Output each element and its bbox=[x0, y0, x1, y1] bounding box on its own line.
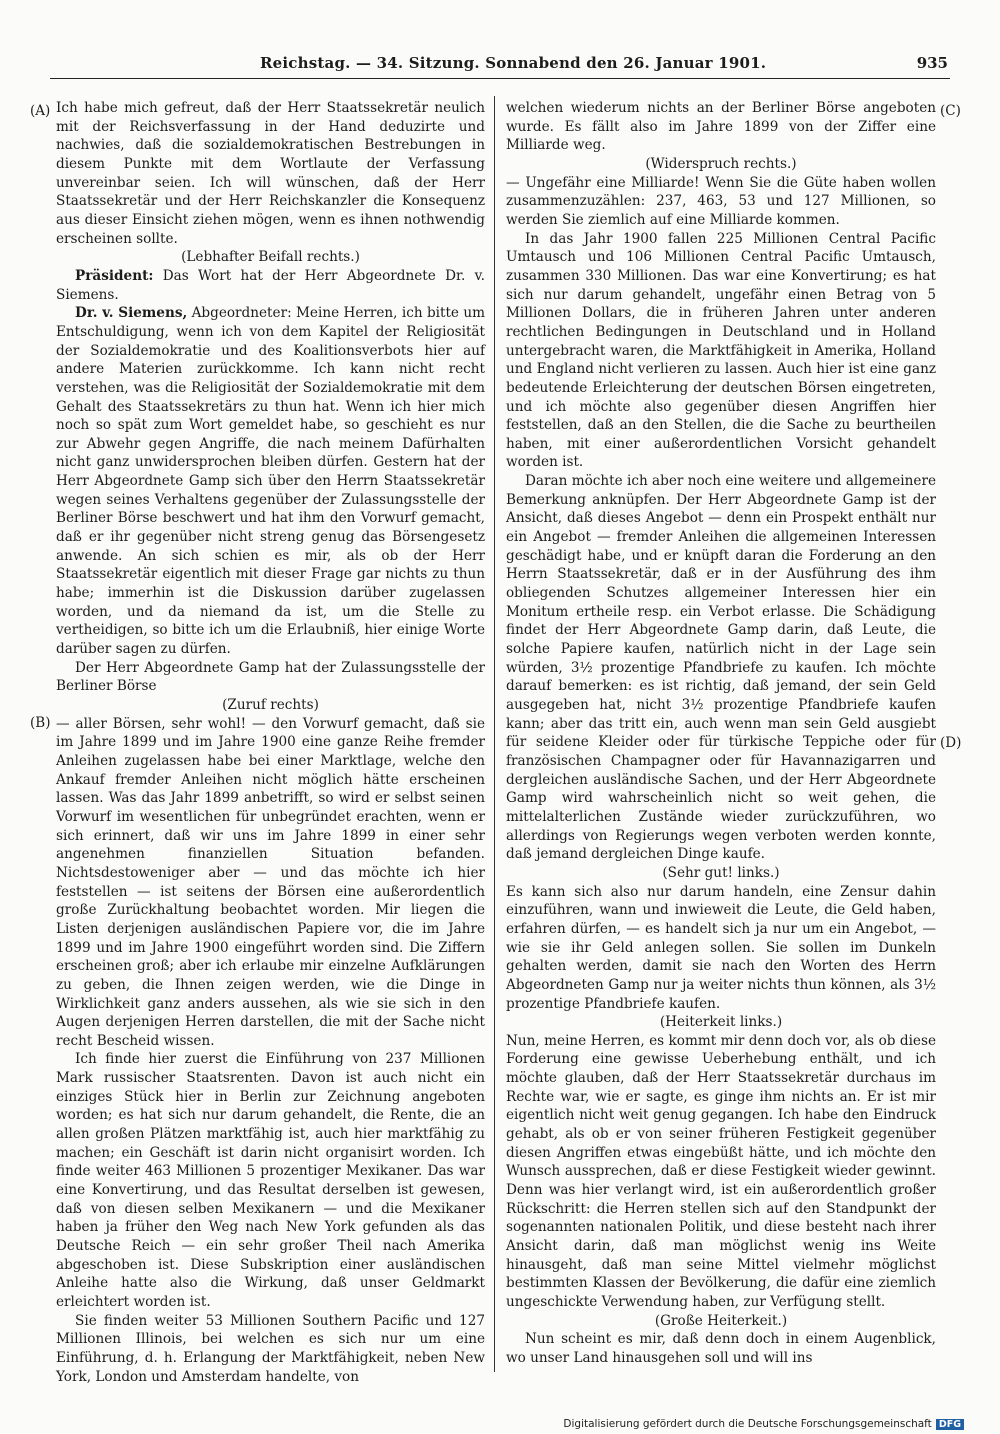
paragraph bbox=[56, 304, 485, 658]
interjection: (Heiterkeit links.) bbox=[659, 1014, 783, 1031]
paragraph: — Ungefähr eine Milliarde! Wenn Sie die Güte haben wollen zusammenzuzählen: 237, 463, 53 und 127 Millionen, so werden Sie ziemlich auf eine Milliarde kommen. bbox=[506, 174, 936, 228]
paragraph: — aller Börsen, sehr wohl! — den Vorwurf gemacht, daß sie im Jahre 1899 und im Jahre 1900 eine ganze Reihe fremder Anleihen zugelassen habe bei einer Marktlage, welche den Ankauf fremder Anleihen nicht möglich hätte erscheinen lassen. Was das Jahr 1899 anbetrifft, so wird er selbst seinen Vorwurf im wesentlichen für unbegründet erachten, wenn er sich erinnert, daß wir uns im Jahre 1899 in einer sehr angenehmen finanziellen Situation befanden. Nichtsdestoweniger aber — und das möchte ich hier feststellen — ist seitens der Börsen eine außerordentlich große Zurückhaltung beobachtet worden. Mir liegen die Listen derjenigen ausländischen Papiere vor, die im Jahre 1899 und im Jahre 1900 eingeführt worden sind. Die Ziffern erscheinen groß; aber ich erlaube mir einzelne Aufklärungen zu geben, die Ihnen zeigen werden, wie die Dinge in Wirklichkeit ganz anders aussehen, als wie sie sich in den Augen derjenigen Herren darstellen, die mit der Sache nicht recht Bescheid wissen. bbox=[56, 715, 485, 1049]
margin-marker-d: (D) bbox=[940, 735, 962, 751]
paragraph: Nun, meine Herren, es kommt mir denn doch vor, als ob diese Forderung eine gewisse Ueberhebung enthält, und ich möchte glauben, daß der Herr Staatssekretär durchaus im Rechte war, wie er sagte, es ginge ihm nichts an. Er ist mir eigentlich nicht weit genug gegangen. Ich habe den Eindruck gehabt, als ob er von seiner früheren Festigkeit gegenüber diesen Angriffen etwas eingebüßt hätte, und ich möchte den Wunsch aussprechen, daß er diese Festigkeit wieder gewinnt. Denn was hier verlangt wird, ist ein außerordentlich großer Rückschritt: die Herren stellen sich auf den Standpunkt der sogenannten nationalen Politik, und diese besteht nach ihrer Ansicht darin, daß man möglichst wenig ins Weite hinausgeht, daß man seine Mittel vielmehr möglichst bestimmten Klassen der Bevölkerung, die dafür eine ziemlich ungeschickte Verwendung haben, zur Verfügung stellt. bbox=[506, 1032, 936, 1310]
paragraph bbox=[56, 267, 485, 304]
paragraph: In das Jahr 1900 fallen 225 Millionen Central Pacific Umtausch und 106 Millionen Central Pacific Umtausch, zusammen 330 Millionen. Das war eine Konvertirung; es hat sich nur darum gehandelt, ungefähr einen Betrag von 5 Millionen Dollars, die in früheren Jahren unter anderen rechtlichen Bedingungen in Deutschland und in Holland untergebracht waren, die Marktfähigkeit in Amerika, Holland und England nicht verlieren zu lassen. Auch hier ist eine ganz bedeutende Erleichterung der deutschen Börsen eingetreten, und ich möchte also gegenüber diesen Angriffen hier feststellen, daß an den Stellen, die die Sache zu beurtheilen haben, mit einer außerordentlichen Vorsicht gehandelt worden ist. bbox=[506, 230, 936, 471]
speaker-name: Präsident: bbox=[75, 267, 154, 284]
right-column bbox=[506, 99, 936, 1368]
margin-marker-c: (C) bbox=[940, 103, 961, 119]
paragraph: Sie finden weiter 53 Millionen Southern Pacific und 127 Millionen Illinois, bei welchen es sich nur um eine Einführung, d. h. Erlangung der Marktfähigkeit, neben New York, London und Amsterdam handelte, von bbox=[56, 1312, 485, 1385]
paragraph: Ich habe mich gefreut, daß der Herr Staatssekretär neulich mit der Reichsverfassung in der Hand deduzirte und nachwies, daß die sozialdemokratischen Bestrebungen in diesem Punkte mit dem Wortlaute der Verfassung unvereinbar seien. Ich will wünschen, daß der Herr Staatssekretär und der Herr Reichskanzler die Konsequenz aus dieser Einsicht ziehen mögen, wenn es ihnen nothwendig erscheinen sollte. bbox=[56, 100, 485, 247]
speech-text: Das Wort hat der Herr Abgeordnete Dr. v. Siemens. bbox=[56, 267, 486, 303]
interjection: (Widerspruch rechts.) bbox=[645, 155, 797, 172]
interjection: (Zuruf rechts) bbox=[222, 697, 319, 713]
paragraph: welchen wiederum nichts an der Berliner Börse angeboten wurde. Es fällt also im Jahre 1899 von der Ziffer eine Milliarde weg. bbox=[506, 100, 936, 154]
left-column bbox=[56, 99, 485, 1386]
interjection: (Lebhafter Beifall rechts.) bbox=[181, 249, 360, 266]
page-number: 935 bbox=[916, 54, 948, 72]
paragraph: Ich finde hier zuerst die Einführung von 237 Millionen Mark russischer Staatsrenten. Davon ist auch nicht ein einziges Stück hier in Berlin zur Zeichnung angeboten worden; es hat sich nur darum gehandelt, die Rente, die an allen großen Plätzen marktfähig ist, auch hier marktfähig zu machen; ein Geschäft ist darin nicht organisirt worden. Ich finde weiter 463 Millionen 5 prozentiger Mexikaner. Das war eine Konvertirung, und das Resultat derselben ist gewesen, daß von diesen selben Mexikanern — und die Mexikaner haben ja früher den Weg nach New York gefunden als das Deutsche Reich — ein sehr großer Theil nach Amerika abgeschoben ist. Diese Subskription einer ausländischen Anleihe hatte also die Wirkung, daß unser Geldmarkt erleichtert worden ist. bbox=[56, 1051, 485, 1310]
speaker-name: Dr. v. Siemens, bbox=[75, 305, 188, 322]
dfg-logo: DFG bbox=[936, 1419, 964, 1430]
page-header bbox=[50, 48, 950, 79]
paragraph: Nun scheint es mir, daß denn doch in einem Augenblick, wo unser Land hinausgehen soll und will ins bbox=[506, 1331, 936, 1366]
margin-marker-a: (A) bbox=[30, 103, 51, 119]
digitization-credit bbox=[563, 1418, 964, 1430]
paragraph: Der Herr Abgeordnete Gamp hat der Zulassungsstelle der Berliner Börse bbox=[56, 659, 485, 695]
speech-text: Abgeordneter: Meine Herren, ich bitte um Entschuldigung, wenn ich von dem Kapitel der Religiosität der Sozialdemokratie und des Koalitionsverbots hier auf andere Materien zurückkomme. Ich kann nicht recht verstehen, was die Religiosität der Sozialdemokratie mit dem Gehalt des Staatssekretärs zu thun hat. Wenn ich hier mich noch so spät zum Wort gemeldet habe, so geschieht es nur zur Abwehr gegen Angriffe, die nach meinem Dafürhalten nicht ganz unwidersprochen bleiben dürfen. Gestern hat der Herr Abgeordnete Gamp sich über den Herrn Staatssekretär wegen seines Verhaltens gegenüber der Zulassungsstelle der Berliner Börse beschwert und hat ihm den Vorwurf gemacht, daß er ihr gegenüber nicht streng genug das Börsengesetz anwende. An sich schien es mir, als ob der Herr Staatssekretär eigentlich mit dieser Frage gar nichts zu thun habe; immerhin ist die Diskussion darüber zugelassen worden, und da niemand da ist, um die Stelle zu vertheidigen, so bitte ich um die Erlaubniß, hier einige Worte darüber sagen zu dürfen. bbox=[56, 305, 485, 658]
credit-text: Digitalisierung gefördert durch die Deutsche Forschungsgemeinschaft bbox=[563, 1418, 932, 1430]
column-divider bbox=[494, 96, 495, 1372]
paragraph: Daran möchte ich aber noch eine weitere und allgemeinere Bemerkung anknüpfen. Der Herr Abgeordnete Gamp ist der Ansicht, daß dieses Angebot — denn ein Prospekt enthält nur ein Angebot — fremder Anleihen die allgemeinen Interessen geschädigt habe, und er knüpft daran die Forderung an den Herrn Staatssekretär, daß er in der Ausführung des ihm obliegenden Schutzes allgemeiner Interessen hier ein Monitum ertheile resp. ein Verbot erlasse. Die Schädigung findet der Herr Abgeordnete Gamp darin, daß Leute, die solche Papiere kaufen, natürlich nicht in der Lage sein würden, 3½ prozentige Pfandbriefe zu kaufen. Ich möchte darauf bemerken: es ist richtig, daß jemand, der sein Geld ausgegeben hat, nicht 3½ prozentige Pfandbriefe kaufen kann; aber das tritt ein, auch wenn man sein Geld ausgiebt für seidene Kleider oder für türkische Teppiche oder für französischen Champagner oder für Havannazigarren und dergleichen ausländische Sachen, und der Herr Abgeordnete Gamp wird wahrscheinlich nicht so weit gehen, die mittelalterlichen Zustände wieder zurückzuführen, wo allerdings von Regierungs wegen verboten werden konnte, daß jemand dergleichen Dinge kaufe. bbox=[506, 473, 936, 863]
interjection: (Sehr gut! links.) bbox=[662, 864, 780, 881]
running-title: Reichstag. — 34. Sitzung. Sonnabend den 26. Januar 1901. bbox=[260, 54, 767, 72]
interjection: (Große Heiterkeit.) bbox=[654, 1312, 788, 1329]
margin-marker-b: (B) bbox=[30, 715, 51, 731]
paragraph: Es kann sich also nur darum handeln, eine Zensur dahin einzuführen, wann und inwieweit die Leute, die Geld haben, erfahren dürfen, — es handelt sich ja nur um ein Angebot, — wie sie ihr Geld anlegen sollen. Sie sollen im Dunkeln gehalten werden, damit sie nach den Worten des Herrn Abgeordneten Gamp nur ja weiter nichts thun können, als 3½ prozentige Pfandbriefe kaufen. bbox=[506, 883, 936, 1012]
